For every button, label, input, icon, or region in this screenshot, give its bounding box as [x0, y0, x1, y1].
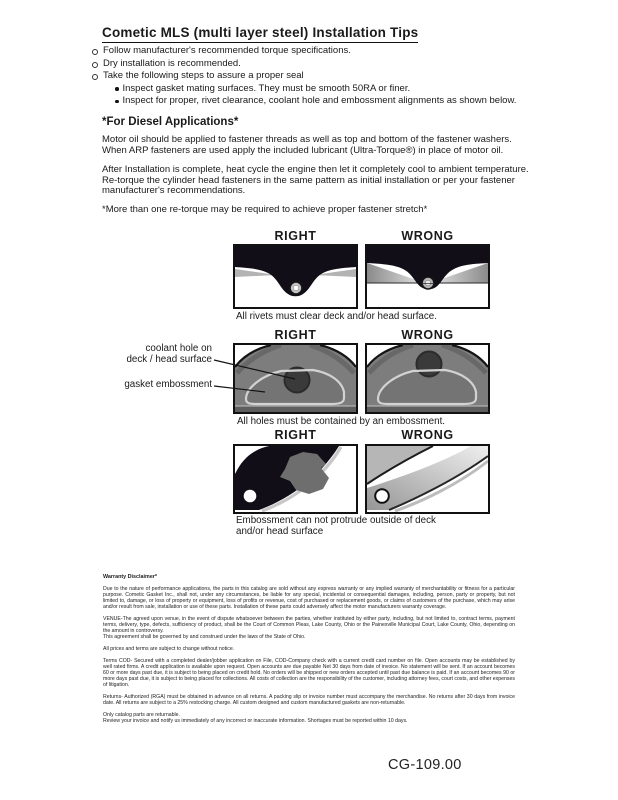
embossment-right-diagram	[233, 343, 358, 414]
list-item-text: Inspect for proper, rivet clearance, coolant hole and embossment alignments as shown below.	[122, 95, 517, 107]
list-item	[92, 70, 592, 83]
wrong-label: WRONG	[401, 428, 454, 442]
circle-bullet-icon	[92, 62, 98, 68]
disclaimer-paragraph: Terms COD- Secured with a completed dealer/jobber application on File, COD-Company check with a current credit card number on file. Open accounts may be established by well rated firms. A credit application is available upon request. Open accounts are due payable Net 30 days from date of invoice. No statement will be sent. If an account becomes 60 or more days past due, it is subject to being placed on credit hold. No orders will be shipped or new orders accepted until past due balance is paid. If an account becomes 90 or more days past due, it is subject to being placed for collections. All costs of collection are the responsibility of the customer, including attorney fees, court costs, and other expenses of litigation.	[103, 658, 515, 688]
coolant-hole-label: coolant hole on deck / head surface	[126, 343, 212, 365]
page-code: CG-109.00	[388, 757, 462, 773]
protrusion-wrong-image	[367, 446, 488, 512]
right-label: RIGHT	[274, 229, 317, 243]
row3-caption-line1: Embossment can not protrude outside of deck	[236, 515, 436, 526]
list-item	[92, 58, 592, 71]
rivet-wrong-diagram	[365, 244, 490, 309]
coolant-hole	[417, 352, 442, 377]
bolt-hole	[244, 490, 257, 503]
wrong-label: WRONG	[401, 328, 454, 342]
row2-caption: All holes must be contained by an embossment.	[237, 416, 446, 427]
disclaimer-paragraph: All prices and terms are subject to change without notice.	[103, 646, 235, 652]
paragraph-heat-cycle: After Installation is complete, heat cycle the engine then let it completely cool to ambient temperature. Re-torque the cylinder head fasteners in the same pattern as initial installation or per your fastener manufacturer's recommendations.	[102, 164, 529, 196]
list-item	[92, 45, 592, 58]
rivet-right-diagram	[233, 244, 358, 309]
sub-list-item	[115, 95, 592, 108]
list-item-text: Follow manufacturer's recommended torque specifications.	[103, 45, 351, 56]
page-title: Cometic MLS (multi layer steel) Installation Tips	[102, 25, 418, 43]
disclaimer-paragraph: VENUE-The agreed upon venue, in the event of dispute whatsoever between the parties, whether instituted by either party, including, but not limited to, contract terms, payment terms, delivery, type, defects, sufficiency of product, shall be the Court of Common Pleas, Lake County, Ohio or the Painesville Municipal Court, Lake County, Ohio, depending on the amount in controversy.	[103, 616, 515, 634]
embossment-wrong-diagram	[365, 343, 490, 414]
disclaimer-paragraph: This agreement shall be governed by and construed under the laws of the State of Ohio.	[103, 634, 306, 640]
disclaimer-heading: Warranty Disclaimer*	[103, 574, 158, 580]
dot-bullet-icon	[115, 100, 119, 104]
circle-bullet-icon	[92, 49, 98, 55]
disclaimer-paragraph: Due to the nature of performance applications, the parts in this catalog are sold without any express warranty or any implied warranty of merchantability or fitness for a particular purpose. Cometic Gasket Inc., shall not, under any circumstances, be liable for any special, incidental or consequential damages, including, person, party or property, but not limited to, damage, or loss of property or equipment, loss of profits or revenue, cost of purchased or replacement goods, or claims of customers of the purchase, which may arise and/or result from sale, installation or use of these parts. Installation of these parts could adversely affect the motor manufacturers warranty coverage.	[103, 586, 515, 610]
sub-list-item	[115, 83, 592, 96]
disclaimer-paragraph: Only catalog parts are returnable.	[103, 712, 180, 718]
diesel-heading: *For Diesel Applications*	[102, 116, 239, 128]
right-label: RIGHT	[274, 428, 317, 442]
right-label: RIGHT	[274, 328, 317, 342]
embossment-wrong-image	[367, 345, 488, 412]
dot-bullet-icon	[115, 87, 119, 91]
protrusion-right-image	[235, 446, 356, 512]
gasket-embossment-label: gasket embossment	[124, 379, 212, 390]
protrusion-right-diagram	[233, 444, 358, 514]
list-item-text: Dry installation is recommended.	[103, 57, 241, 69]
row3-caption-line2: and/or head surface	[236, 526, 324, 537]
disclaimer-paragraph: Returns- Authorized (RGA) must be obtained in advance on all returns. A packing slip or invoice number must accompany the merchandise. No returns after 30 days from invoice date. All returns are subject to a 25% restocking charge. All custom designed and custom manufactured gaskets are non-returnable.	[103, 694, 515, 706]
paragraph-retorque-note: *More than one re-torque may be required to achieve proper fastener stretch*	[102, 204, 428, 215]
list-item-text: Take the following steps to assure a proper seal	[103, 70, 304, 82]
bolt-hole	[375, 489, 389, 503]
paragraph-motor-oil: Motor oil should be applied to fastener threads as well as top and bottom of the fastener washers. When ARP fasteners are used apply the included lubricant (Ultra-Torque®) in place of motor oil.	[102, 134, 512, 156]
wrong-label: WRONG	[401, 229, 454, 243]
row1-caption: All rivets must clear deck and/or head surface.	[236, 311, 437, 322]
rivet-right-image	[235, 246, 356, 307]
embossment-right-image	[235, 345, 356, 412]
rivet-wrong-image	[367, 246, 488, 307]
circle-bullet-icon	[92, 74, 98, 80]
list-item-text: Inspect gasket mating surfaces. They must be smooth 50RA or finer.	[122, 82, 411, 94]
warranty-disclaimer	[103, 574, 515, 730]
installation-tips-list	[92, 45, 592, 108]
protrusion-wrong-diagram	[365, 444, 490, 514]
disclaimer-paragraph: Review your invoice and notify us immediately of any incorrect or inaccurate information. Shortages must be reported within 10 days.	[103, 718, 408, 724]
